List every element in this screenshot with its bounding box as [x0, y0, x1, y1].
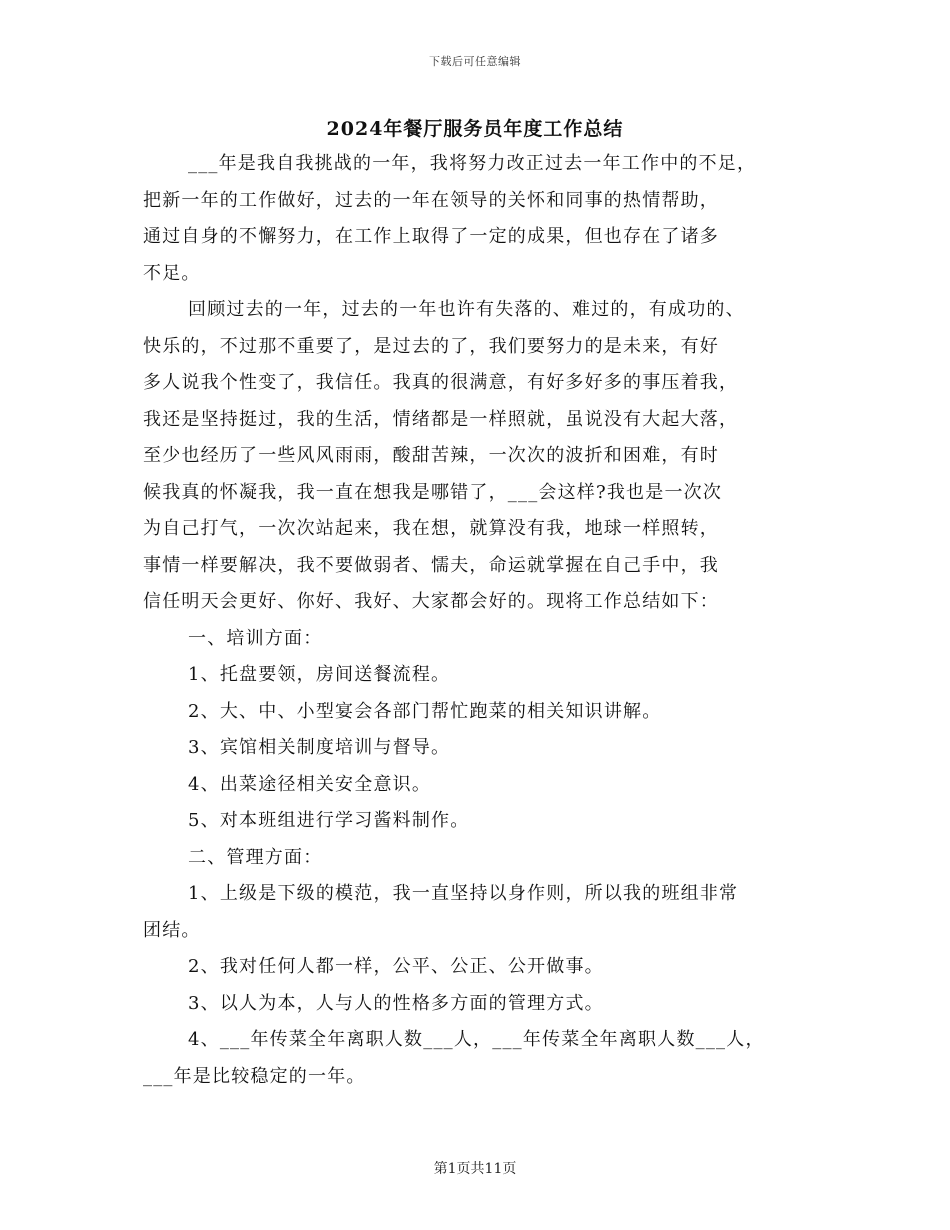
text-line: 通过自身的不懈努力，在工作上取得了一定的成果，但也存在了诸多	[143, 226, 719, 247]
list-item: 2、大、中、小型宴会各部门帮忙跑菜的相关知识讲解。	[188, 700, 662, 722]
document-title: 2024年餐厅服务员年度工作总结	[326, 118, 624, 140]
text-line: 为自己打气，一次次站起来，我在想，就算没有我，地球一样照转，	[143, 518, 719, 539]
list-item: 1、上级是下级的模范，我一直坚持以身作则，所以我的班组非常	[188, 883, 739, 904]
text-line: 快乐的，不过那不重要了，是过去的了，我们要努力的是未来，有好	[143, 335, 719, 357]
section-management	[143, 840, 823, 1096]
text-line: 把新一年的工作做好，过去的一年在领导的关怀和同事的热情帮助，	[143, 189, 719, 211]
list-item: 3、宾馆相关制度培训与督导。	[188, 737, 451, 758]
text-line: ___年是我自我挑战的一年，我将努力改正过去一年工作中的不足，	[188, 153, 757, 174]
list-item: 4、出菜途径相关安全意识。	[188, 773, 432, 795]
header-note: 下载后可任意编辑	[429, 55, 521, 68]
text-line: 候我真的怀凝我，我一直在想我是哪错了，___会这样?我也是一次次	[143, 481, 723, 503]
text-line: 我还是坚持挺过，我的生活，情绪都是一样照就，虽说没有大起大落，	[143, 408, 739, 430]
paragraph-review	[143, 292, 823, 621]
list-item: 4、___年传菜全年离职人数___人，___年传菜全年离职人数___人，	[188, 1029, 765, 1050]
paragraph-intro	[143, 146, 823, 292]
text-line: 多人说我个性变了，我信任。我真的很满意，有好多好多的事压着我，	[143, 372, 739, 393]
text-line: 至少也经历了一些风风雨雨，酸甜苦辣，一次次的波折和困难，有时	[143, 445, 719, 466]
list-item: 3、以人为本，人与人的性格多方面的管理方式。	[188, 992, 604, 1014]
list-item: 5、对本班组进行学习酱料制作。	[188, 810, 470, 831]
section-heading: 一、培训方面：	[188, 627, 323, 649]
text-line: 不足。	[143, 262, 201, 284]
list-item: 1、托盘要领，房间送餐流程。	[188, 664, 451, 685]
text-line: 事情一样要解决，我不要做弱者、懦夫，命运就掌握在自己手中，我	[143, 554, 719, 576]
section-training	[143, 621, 823, 840]
text-line: ___年是比较稳定的一年。	[143, 1065, 366, 1087]
page-number: 第1页共11页	[433, 1161, 517, 1177]
text-line: 信任明天会更好、你好、我好、大家都会好的。现将工作总结如下：	[143, 591, 719, 612]
text-line: 回顾过去的一年，过去的一年也许有失落的、难过的，有成功的、	[188, 299, 745, 320]
text-line: 团结。	[143, 919, 201, 941]
document-body	[143, 146, 823, 1095]
section-heading: 二、管理方面：	[188, 846, 323, 868]
list-item: 2、我对任何人都一样，公平、公正、公开做事。	[188, 956, 604, 977]
